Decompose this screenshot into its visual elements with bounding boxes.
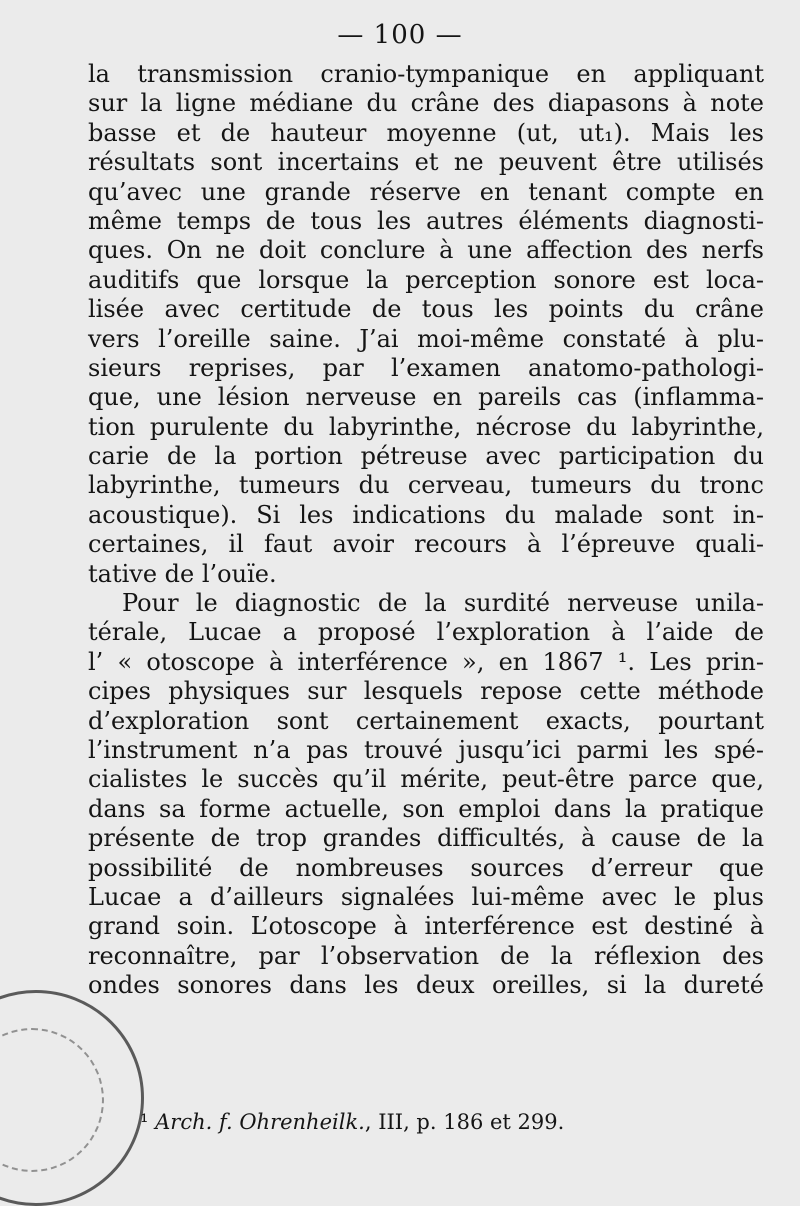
text-line: sur la ligne médiane du crâne des diapasons à note (88, 89, 764, 118)
text-line: dans sa forme actuelle, son emploi dans la pratique (88, 794, 764, 823)
text-line: térale, Lucae a proposé l’exploration à l’aide de (88, 618, 764, 647)
text-line: lisée avec certitude de tous les points du crâne (88, 295, 764, 324)
text-line: tion purulente du labyrinthe, nécrose du labyrinthe, (88, 412, 764, 441)
text-line: tative de l’ouïe. (88, 559, 277, 588)
text-line: auditifs que lorsque la perception sonore est loca- (88, 265, 764, 294)
footnote-reference: , III, p. 186 et 299. (364, 1110, 565, 1134)
text-line: résultats sont incertains et ne peuvent être utilisés (88, 148, 764, 177)
page-number: — 100 — (337, 20, 463, 50)
body-text (88, 60, 764, 1001)
text-line: présente de trop grandes difficultés, à cause de la (88, 824, 764, 853)
text-line: cipes physiques sur lesquels repose cette méthode (88, 677, 764, 706)
text-line: qu’avec une grande réserve en tenant compte en (88, 177, 764, 206)
text-line: possibilité de nombreuses sources d’erreur que (88, 853, 764, 882)
text-line: vers l’oreille saine. J’ai moi-même constaté à plu- (88, 324, 764, 353)
footnote-marker: ¹ (140, 1110, 149, 1134)
text-line: l’ « otoscope à interférence », en 1867 ¹. Les prin- (88, 647, 764, 676)
text-line: Lucae a d’ailleurs signalées lui-même avec le plus (88, 882, 764, 911)
text-line: d’exploration sont certainement exacts, pourtant (88, 706, 764, 735)
footnote-journal: Arch. f. Ohrenheilk. (155, 1110, 365, 1134)
text-line: ondes sonores dans les deux oreilles, si la dureté (88, 971, 764, 1000)
text-line: sieurs reprises, par l’examen anatomo-pathologi- (88, 353, 764, 382)
text-line: Pour le diagnostic de la surdité nerveuse unila- (122, 589, 764, 618)
text-line: grand soin. L’otoscope à interférence est destiné à (88, 912, 764, 941)
text-line: basse et de hauteur moyenne (ut, ut₁). Mais les (88, 118, 764, 147)
text-line: carie de la portion pétreuse avec participation du (88, 442, 764, 471)
text-line: ques. On ne doit conclure à une affection des nerfs (88, 236, 764, 265)
footnote (140, 1108, 564, 1136)
text-line: même temps de tous les autres éléments diagnosti- (88, 206, 764, 235)
text-line: la transmission cranio-tympanique en appliquant (88, 60, 764, 88)
text-line: reconnaître, par l’observation de la réflexion des (88, 941, 764, 970)
text-line: certaines, il faut avoir recours à l’épreuve quali- (88, 530, 764, 559)
text-line: labyrinthe, tumeurs du cerveau, tumeurs du tronc (88, 471, 764, 500)
text-line: cialistes le succès qu’il mérite, peut-être parce que, (88, 765, 764, 794)
text-line: acoustique). Si les indications du malade sont in- (88, 500, 764, 529)
text-line: que, une lésion nerveuse en pareils cas (inflamma- (88, 383, 764, 412)
text-line: l’instrument n’a pas trouvé jusqu’ici parmi les spé- (88, 735, 764, 764)
